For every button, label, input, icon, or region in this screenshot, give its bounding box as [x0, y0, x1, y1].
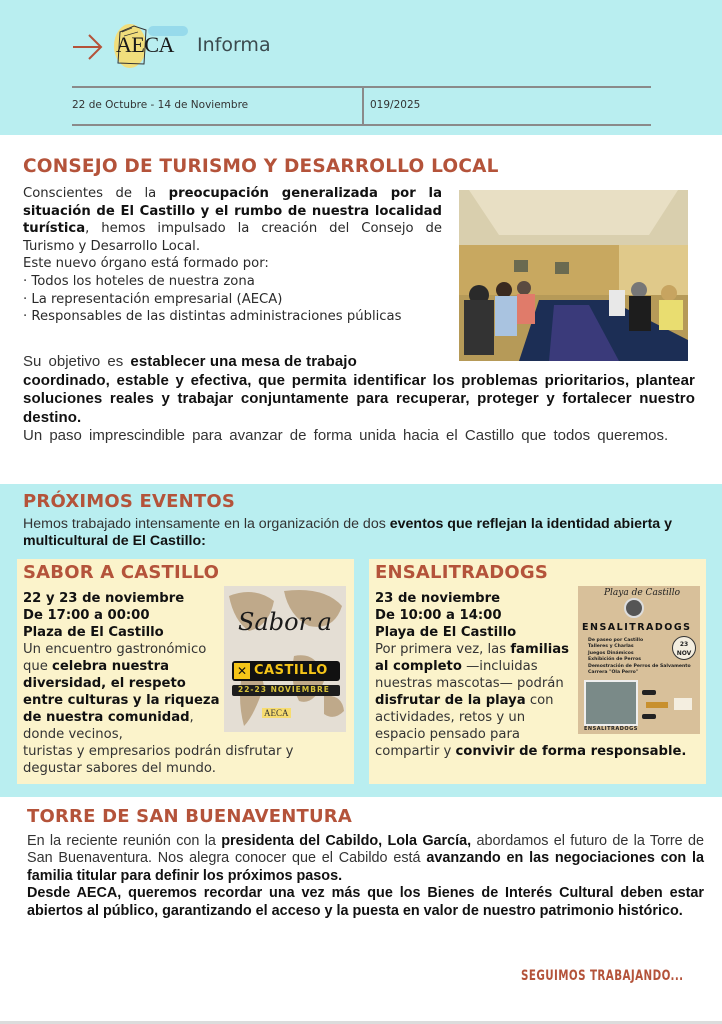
consejo-intro: [23, 186, 442, 254]
members-intro: Este nuevo órgano está formado por:: [23, 256, 269, 272]
desc-text: Por primera vez, las: [375, 642, 511, 657]
event-date: 22 y 23 de noviembre: [23, 591, 185, 606]
eventos-title: PRÓXIMOS EVENTOS: [23, 491, 236, 512]
event-place: Plaza de El Castillo: [23, 625, 164, 640]
event-description: [23, 641, 225, 743]
objective-text: Su objetivo es: [23, 353, 131, 370]
event-description-tail: [375, 743, 705, 760]
desc-text: Un encuentro gastronómico que: [23, 642, 207, 674]
header-rule-divider: [362, 87, 364, 124]
beach-map-icon: [584, 680, 638, 726]
activity-item: Carrera "Ola Perro": [588, 670, 639, 676]
torre-title: TORRE DE SAN BUENAVENTURA: [27, 806, 352, 827]
poster-headline: ENSALITRADOGS: [582, 622, 692, 633]
ensalitradogs-poster: [578, 586, 700, 734]
footer-tagline: SEGUIMOS TRABAJANDO...: [521, 968, 684, 984]
event-date: 23 de noviembre: [375, 591, 501, 606]
issue-number: 019/2025: [370, 99, 421, 111]
desc-bold: celebra nuestra diversidad, el respeto entre culturas y la riqueza de nuestra comunidad: [23, 659, 220, 725]
activity-item: Juegos Dinámicos: [588, 650, 634, 656]
desc-bold: convivir de forma responsable.: [455, 744, 687, 759]
intro-bold: preocupación generalizada por la situación de El Castillo y el rumbo de nuestra localidad turística: [23, 186, 442, 237]
member-item: · Todos los hoteles de nuestra zona: [23, 273, 255, 289]
poster-dates-text: 22-23 NOVIEMBRE: [238, 685, 330, 694]
event-place: Playa de El Castillo: [375, 625, 517, 640]
objective-bold: establecer una mesa de trabajo: [130, 353, 357, 370]
consejo-closing: Un paso imprescindible para avanzar de forma unida hacia el Castillo que todos queremos.: [23, 427, 669, 445]
meeting-photo: [459, 190, 688, 361]
sabor-poster: [224, 586, 346, 732]
member-item: · La representación empresarial (AECA): [23, 291, 283, 307]
torre-paragraph: [27, 833, 704, 885]
consejo-objective: [23, 353, 695, 446]
event-time: De 10:00 a 14:00: [375, 608, 502, 623]
eventos-intro: [23, 516, 713, 550]
event-description: [375, 641, 575, 743]
torre-bold: avanzando en las negociaciones con la familia titular para definir los próximos pasos.: [27, 850, 704, 884]
desc-text: con actividades, retos y un espacio pensado para: [375, 693, 554, 742]
objective-bold: coordinado, estable y efectiva, que permita identificar los problemas prioritarios, plantear soluciones reales y trabajar conjuntamente para recuperar, proteger y fortalecer nuestro destino.: [23, 371, 695, 426]
event-title: SABOR A CASTILLO: [23, 562, 220, 583]
activity-item: Demostración de Perros de Salvamento: [588, 663, 691, 669]
arrow-right-icon: [72, 32, 104, 62]
event-card-sabor: [17, 559, 354, 784]
activity-item: Talleres y Charlas: [588, 644, 634, 650]
poster-footer: ENSALITRADOGS: [584, 726, 638, 732]
event-card-ensalitradogs: [369, 559, 706, 784]
event-time: De 17:00 a 00:00: [23, 608, 150, 623]
sponsor-logo-icon: [674, 698, 692, 710]
poster-badge-text: CASTILLO: [254, 663, 328, 678]
date-badge: 23 NOV: [672, 636, 696, 660]
meeting-photo-image: [459, 190, 688, 361]
activity-item: Exhibición de Perros: [588, 657, 642, 663]
fork-knife-icon: ✕: [234, 663, 250, 679]
consejo-body: [23, 185, 442, 326]
desc-text: compartir y: [375, 744, 456, 759]
poster-script: Playa de Castillo: [604, 588, 681, 598]
torre-bold: Desde AECA, queremos recordar una vez más que los Bienes de Interés Cultural deben estar abiertos al público, garantizando el acceso y la puesta en valor de nuestro patrimonio histórico.: [27, 885, 704, 919]
date-range: 22 de Octubre - 14 de Noviembre: [72, 99, 249, 111]
dog-icon: [624, 598, 644, 618]
intro-text: Conscientes de la: [23, 186, 169, 201]
sponsor-logos: [642, 690, 696, 724]
desc-bold: familias al completo: [375, 642, 569, 674]
sponsor-logo-icon: [646, 702, 668, 708]
desc-bold: disfrutar de la playa: [375, 693, 526, 708]
desc-text: —incluidas nuestras mascotas— podrán: [375, 659, 564, 691]
poster-badge: [232, 661, 340, 681]
intro-text: , hemos impulsado la creación del Consejo de Turismo y Desarrollo Local.: [23, 221, 442, 254]
sponsor-logo-icon: [642, 714, 656, 719]
event-meta: [375, 590, 516, 641]
torre-bold: presidenta del Cabildo, Lola García,: [221, 833, 472, 849]
intro-text: Hemos trabajado intensamente en la organización de dos: [23, 516, 390, 532]
newsletter-title: Informa: [197, 34, 271, 56]
member-item: · Responsables de las distintas administraciones públicas: [23, 309, 402, 325]
event-title: ENSALITRADOGS: [375, 562, 549, 583]
torre-text: En la reciente reunión con la: [27, 833, 222, 849]
poster-logo: AECA: [264, 708, 289, 718]
poster-dates: [232, 685, 340, 696]
torre-paragraph: [27, 885, 704, 920]
logo-text: AECA: [116, 32, 174, 57]
torre-body: [27, 833, 704, 920]
consejo-title: CONSEJO DE TURISMO Y DESARROLLO LOCAL: [23, 156, 499, 177]
event-meta: [23, 590, 184, 641]
event-description-tail: turistas y empresarios podrán disfrutar y degustar sabores del mundo.: [23, 744, 294, 776]
newsletter-header: [0, 0, 722, 135]
desc-text: , donde vecinos,: [23, 710, 194, 742]
activities-list: [588, 638, 691, 676]
intro-bold: eventos que reflejan la identidad abierta y multicultural de El Castillo:: [23, 516, 673, 549]
activity-item: De paseo por Castillo: [588, 638, 644, 643]
poster-script: Sabor a: [238, 608, 332, 636]
sponsor-logo-icon: [642, 690, 656, 695]
torre-text: abordamos el futuro de la Torre de San Buenaventura. Nos alegra conocer que el Cabildo está: [27, 833, 704, 867]
header-rule-bottom: [72, 124, 651, 126]
